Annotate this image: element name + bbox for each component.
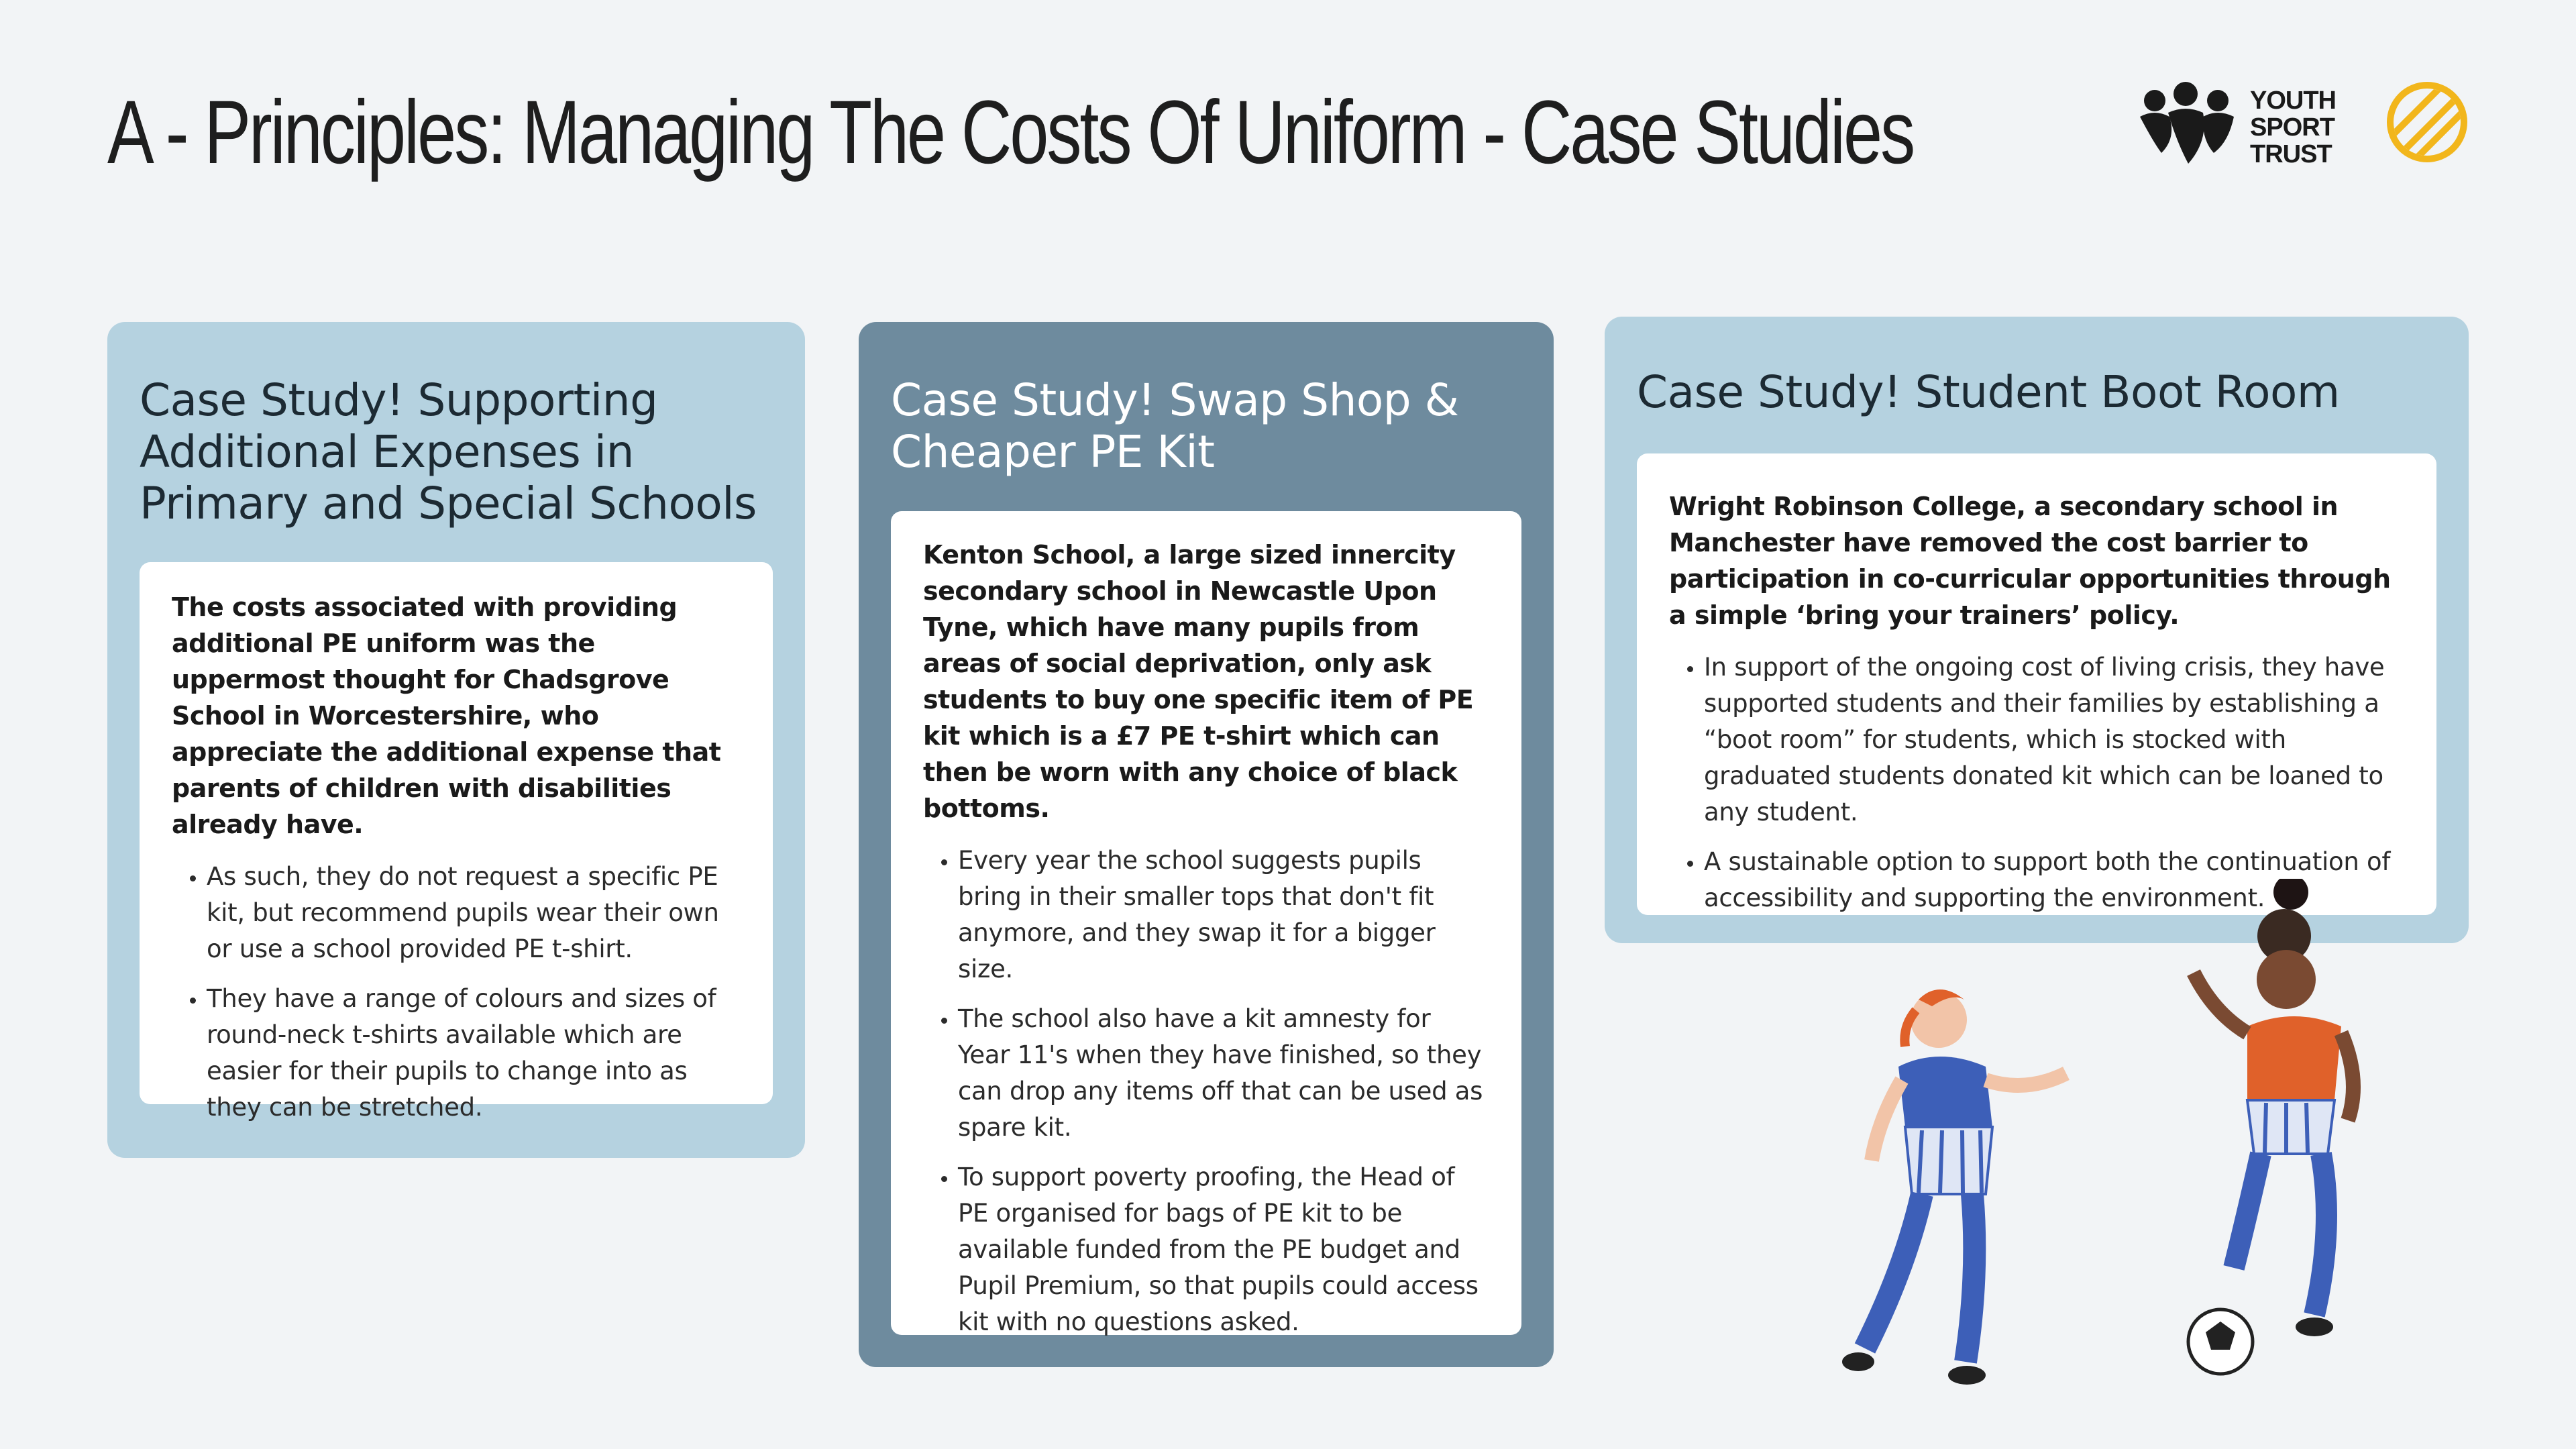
- list-item: • Every year the school suggests pupils bring in their smaller tops that don't fit anymore, and they swap it for a bigger size.: [958, 843, 1489, 987]
- card-lead-text: Kenton School, a large sized innercity secondary school in Newcastle Upon Tyne, which have many pupils from areas of social deprivation, only ask students to buy one specific item of PE kit which is a £7 PE t-shirt which can then be worn with any choice of black bottoms.: [923, 540, 1474, 823]
- logo-text-sport: SPORT: [2250, 113, 2334, 142]
- list-item: • The school also have a kit amnesty for Year 11's when they have finished, so they can drop any items off that can be used as spare kit.: [958, 1001, 1489, 1146]
- card-title: Case Study! Supporting Additional Expenses in Primary and Special Schools: [140, 374, 757, 529]
- logo-text-trust: TRUST: [2250, 140, 2332, 168]
- logo-wordmark: [2250, 87, 2336, 168]
- bullet-list: [923, 843, 1489, 1340]
- card-title: Case Study! Swap Shop & Cheaper PE Kit: [891, 374, 1459, 478]
- right-player-figure: [2188, 879, 2353, 1374]
- circle-stripes-logo: [2385, 80, 2469, 164]
- list-item: • As such, they do not request a specific PE kit, but recommend pupils wear their own or use a school provided PE t-shirt.: [207, 859, 741, 967]
- card-body: [140, 562, 773, 1122]
- card-body: [1637, 453, 2436, 915]
- case-study-card-boot-room: [1605, 317, 2469, 943]
- football-players-illustration: [1784, 879, 2455, 1429]
- bullet-list: [1669, 649, 2404, 916]
- logo-text-youth: YOUTH: [2250, 87, 2336, 115]
- card-body: [891, 511, 1521, 1335]
- youth-sport-trust-logo: [2135, 78, 2336, 172]
- left-player-figure: [1842, 989, 2066, 1385]
- list-item: • To support poverty proofing, the Head of PE organised for bags of PE kit to be available funded from the PE budget and Pupil Premium, so that pupils could access kit with no questions asked.: [958, 1159, 1489, 1340]
- case-study-card-swap-shop: [859, 322, 1554, 1367]
- card-lead-text: The costs associated with providing additional PE uniform was the uppermost thought for Chadsgrove School in Worcestershire, who appreciate the additional expense that parents of children with disabilities already have.: [172, 592, 721, 839]
- figures-icon: [2135, 78, 2249, 172]
- bullet-list: [172, 859, 741, 1126]
- case-study-card-primary-special: [107, 322, 805, 1158]
- page-title: A - Principles: Managing The Costs Of Uniform - Case Studies: [107, 83, 1914, 182]
- card-title: Case Study! Student Boot Room: [1637, 366, 2340, 418]
- list-item: • A sustainable option to support both the continuation of accessibility and supporting the environment.: [1704, 844, 2404, 916]
- list-item: • They have a range of colours and sizes of round-neck t-shirts available which are easier for their pupils to change into as they can be stretched.: [207, 981, 741, 1126]
- list-item: • In support of the ongoing cost of living crisis, they have supported students and their families by establishing a “boot room” for students, which is stocked with graduated students donated kit which can be loaned to any student.: [1704, 649, 2404, 830]
- card-lead-text: Wright Robinson College, a secondary school in Manchester have removed the cost barrier to participation in co-curricular opportunities through a simple ‘bring your trainers’ policy.: [1669, 492, 2391, 630]
